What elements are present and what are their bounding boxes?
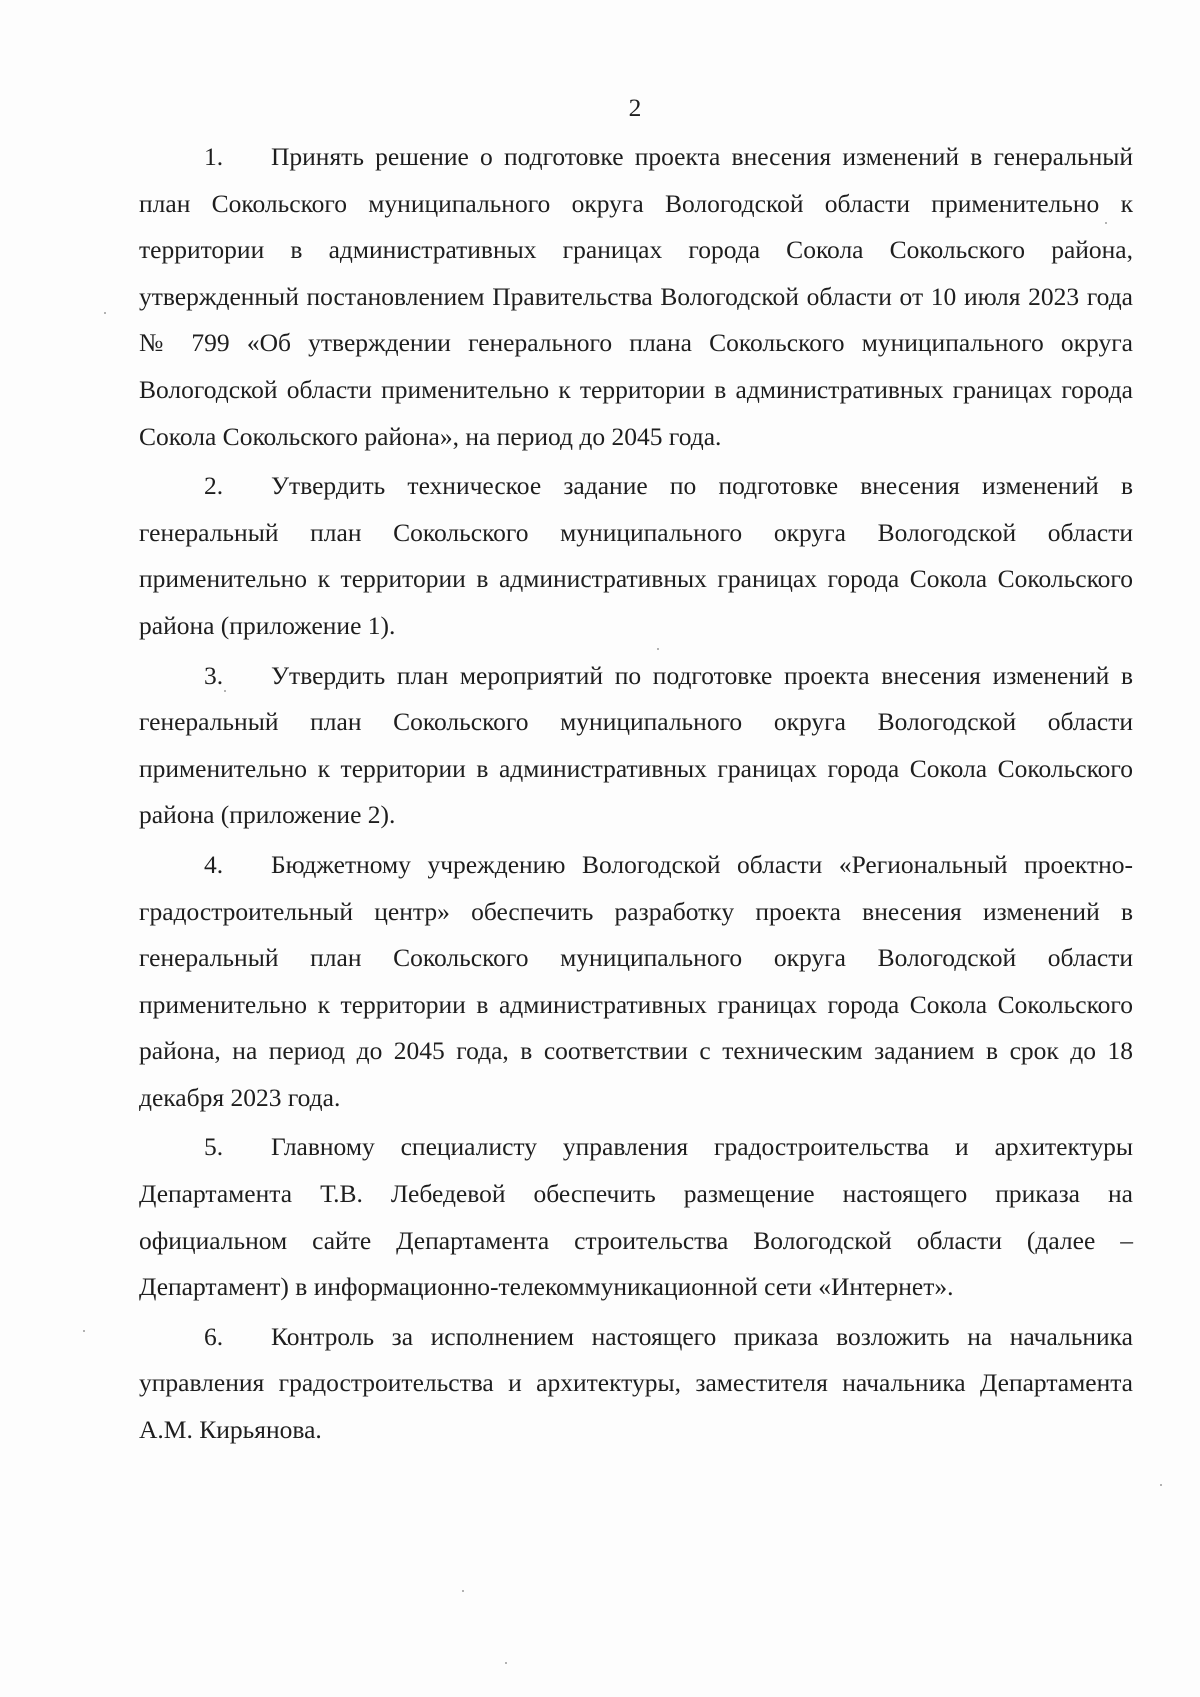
paragraph-text: Контроль за исполнением настоящего приказа возложить на начальника управления градостроительства и архитектуры, заместителя начальника Департамента А.М. Кирьянова.: [139, 1321, 1133, 1445]
paragraph-number: 4.: [204, 849, 224, 879]
paragraph-text: Утвердить техническое задание по подготовке внесения изменений в генеральный план Сокольского муниципального округа Вологодской области применительно к территории в административных границах города Сокола Сокольского района (приложение 1).: [139, 471, 1133, 640]
paragraph-text: Принять решение о подготовке проекта внесения изменений в генеральный план Сокольского муниципального округа Вологодской области применительно к территории в административных границах города Сокола Сокольского района, утвержденный постановлением Правительства Вологодской области от 10 июля 2023 года № 799 «Об утверждении генерального плана Сокольского муниципального округа Вологодской области применительно к территории в административных границах города Сокола Сокольского района», на период до 2045 года.: [139, 142, 1133, 451]
paragraph-text: Утвердить план мероприятий по подготовке проекта внесения изменений в генеральный план Сокольского муниципального округа Вологодской области применительно к территории в административных границах города Сокола Сокольского района (приложение 2).: [139, 660, 1133, 830]
scan-speck: [1105, 222, 1107, 224]
paragraph-5: [139, 1124, 1133, 1310]
page-number: 2: [628, 93, 642, 122]
scan-speck: [505, 1662, 507, 1664]
scan-speck: [1160, 1484, 1162, 1486]
scan-speck: [462, 1590, 464, 1592]
paragraph-4: [139, 842, 1133, 1122]
paragraph-number: 6.: [204, 1321, 224, 1351]
paragraph-number: 3.: [204, 660, 224, 690]
paragraph-2: [139, 463, 1133, 649]
scan-speck: [657, 648, 659, 650]
scan-speck: [104, 312, 106, 314]
paragraph-3: [139, 653, 1133, 839]
scan-speck: [83, 1330, 85, 1332]
paragraph-text: Главному специалисту управления градостроительства и архитектуры Департамента Т.В. Лебедевой обеспечить размещение настоящего приказа на официальном сайте Департамента строительства Вологодской области (далее – Департамент) в информационно-телекоммуникационной сети «Интернет».: [139, 1132, 1133, 1302]
paragraph-text: Бюджетному учреждению Вологодской области «Региональный проектно-градостроительный центр» обеспечить разработку проекта внесения изменений в генеральный план Сокольского муниципального округа Вологодской области применительно к территории в административных границах города Сокола Сокольского района, на период до 2045 года, в соответствии с техническим заданием в срок до 18 декабря 2023 года.: [139, 849, 1133, 1112]
scan-speck: [224, 690, 226, 692]
document-body: [139, 134, 1133, 1457]
paragraph-number: 1.: [204, 142, 224, 171]
paragraph-1: [139, 134, 1133, 460]
paragraph-number: 5.: [204, 1132, 224, 1162]
paragraph-6: [139, 1314, 1133, 1454]
paragraph-number: 2.: [204, 471, 224, 501]
